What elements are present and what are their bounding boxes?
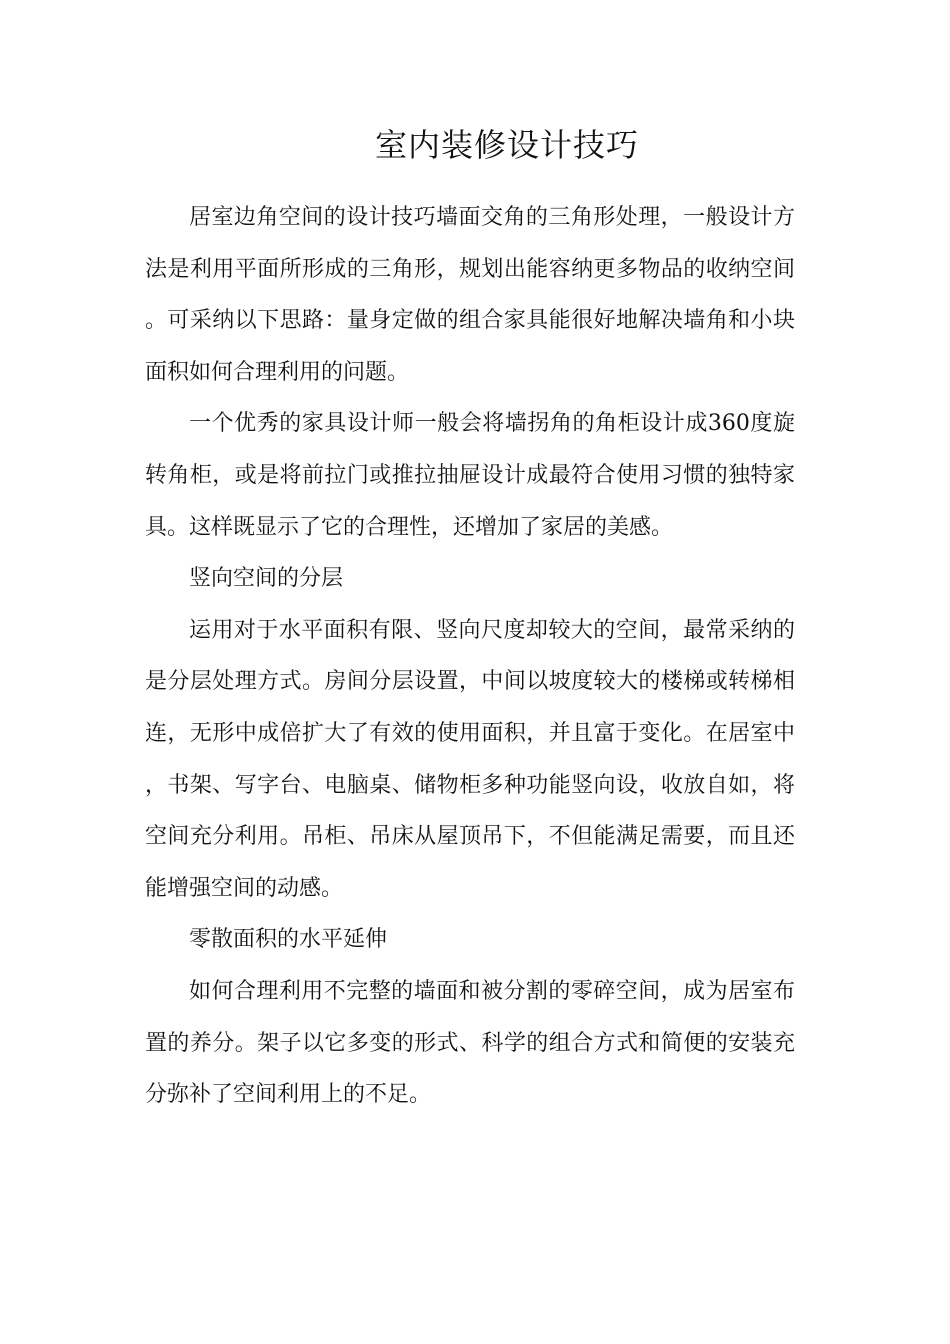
paragraph-horizontal-extension: 如何合理利用不完整的墙面和被分割的零碎空间，成为居室布置的养分。架子以它多变的形式、科学的组合方式和简便的安装充分弥补了空间利用上的不足。 xyxy=(145,978,795,1108)
paragraph-corner-cabinet: 一个优秀的家具设计师一般会将墙拐角的角柜设计成360度旋转角柜，或是将前拉门或推拉抽屉设计成最符合使用习惯的独特家具。这样既显示了它的合理性，还增加了家居的美感。 xyxy=(145,411,795,540)
paragraph-vertical-layering: 运用对于水平面积有限、竖向尺度却较大的空间，最常采纳的是分层处理方式。房间分层设置，中间以坡度较大的楼梯或转梯相连，无形中成倍扩大了有效的使用面积，并且富于变化。在居室中，书架、写字台、电脑桌、储物柜多种功能竖向设，收放自如，将空间充分利用。吊柜、吊床从屋顶吊下，不但能满足需要，而且还能增强空间的动感。 xyxy=(145,617,795,901)
paragraph-corner-space: 居室边角空间的设计技巧墙面交角的三角形处理，一般设计方法是利用平面所形成的三角形，规划出能容纳更多物品的收纳空间。可采纳以下思路：量身定做的组合家具能很好地解决墙角和小块面积如何合理利用的问题。 xyxy=(145,205,795,385)
document-title: 室内装修设计技巧 xyxy=(374,126,639,164)
section-heading-vertical-layering: 竖向空间的分层 xyxy=(189,566,344,592)
section-heading-horizontal-extension: 零散面积的水平延伸 xyxy=(189,927,388,953)
document-body xyxy=(145,192,795,1121)
